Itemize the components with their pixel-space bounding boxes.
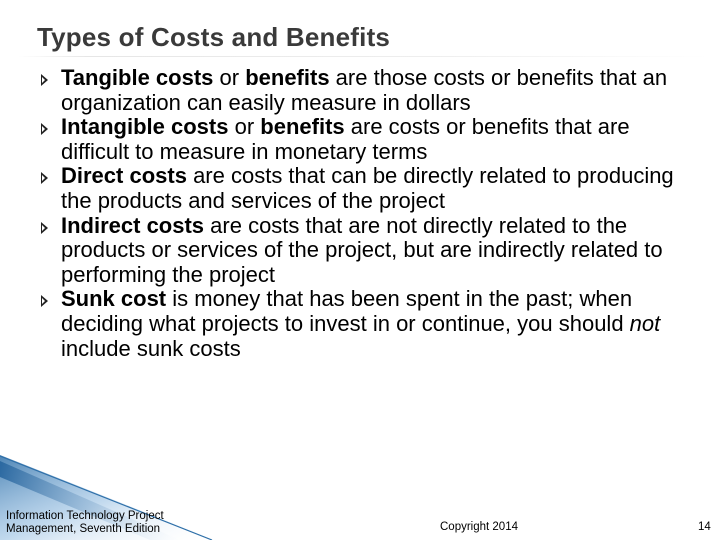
slide-title: Types of Costs and Benefits — [37, 22, 391, 52]
text-fragment: are those costs or benefits that an organization can easily measure in dollars — [61, 65, 668, 115]
bullet-text — [61, 286, 660, 360]
text-fragment: or — [228, 114, 261, 140]
term-benefits: benefits — [245, 65, 330, 90]
title-divider — [18, 56, 708, 57]
term-tangible-costs: Tangible costs — [61, 65, 214, 90]
footer-source-line1: Information Technology Project — [6, 510, 164, 522]
text-fragment: include sunk costs — [61, 335, 241, 361]
footer-source — [6, 510, 196, 536]
emphasis-not: not — [629, 310, 661, 336]
bullet-sunk — [38, 287, 688, 361]
text-fragment: are costs or benefits that are difficult to measure in monetary terms — [61, 114, 630, 164]
bullet-text — [61, 114, 630, 164]
bullet-indirect — [38, 214, 688, 288]
term-sunk-cost: Sunk cost — [61, 286, 167, 312]
page-number: 14 — [698, 521, 711, 533]
text-fragment: is money that has been spent in the past; when deciding what projects to invest in or continue, you should — [61, 286, 633, 336]
footer-copyright: Copyright 2014 — [440, 521, 518, 533]
term-benefits: benefits — [260, 114, 345, 140]
term-indirect-costs: Indirect costs — [61, 212, 205, 238]
arrow-bullet-icon — [41, 172, 48, 184]
bullet-text — [61, 213, 663, 287]
bullet-direct — [38, 164, 688, 213]
arrow-bullet-icon — [41, 123, 48, 135]
text-fragment: are costs that are not directly related to the products or services of the project, but are indirectly related to performing the project — [61, 212, 663, 287]
arrow-bullet-icon — [41, 295, 48, 307]
text-fragment: or — [213, 65, 246, 90]
bullet-tangible — [38, 66, 688, 115]
bullet-text — [61, 65, 667, 115]
text-fragment: are costs that can be directly related to producing the products and services of the project — [61, 163, 674, 213]
term-intangible-costs: Intangible costs — [61, 114, 229, 140]
arrow-bullet-icon — [41, 222, 48, 234]
bullet-intangible — [38, 115, 688, 164]
footer-source-line2: Management, Seventh Edition — [6, 523, 161, 535]
arrow-bullet-icon — [41, 74, 48, 86]
bullet-list — [38, 66, 688, 361]
term-direct-costs: Direct costs — [61, 163, 187, 189]
bullet-text — [61, 163, 674, 213]
